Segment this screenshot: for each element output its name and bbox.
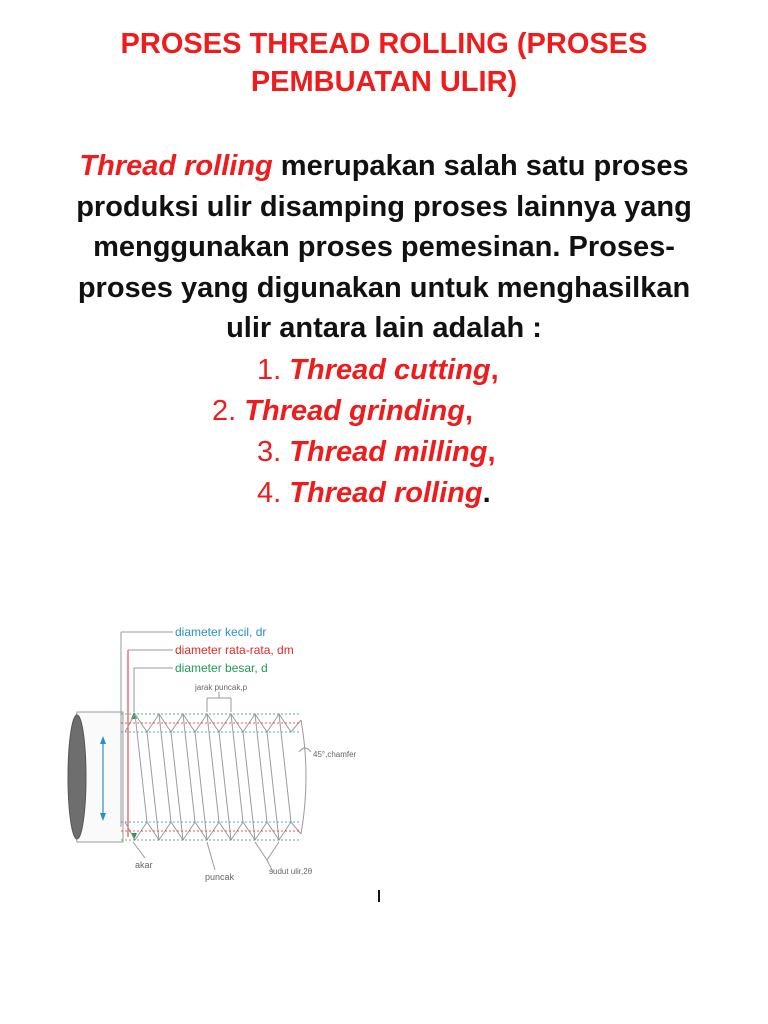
label-mean-diameter: diameter rata-rata, dm [175, 643, 294, 657]
list-item [212, 391, 473, 431]
list-item-punct: , [490, 354, 499, 386]
list-item [257, 473, 491, 513]
paragraph-line-1 [40, 146, 728, 187]
list-item-number: 2. [212, 395, 237, 427]
label-chamfer: 45°,chamfer [313, 750, 357, 759]
list-item-number: 4. [257, 477, 282, 509]
label-thread-angle: sudut ulir,2θ [269, 867, 313, 876]
paragraph-line-3: menggunakan proses pemesinan. Proses- [93, 231, 675, 263]
list-item-text: Thread milling [289, 436, 488, 468]
list-item-text: Thread cutting [289, 354, 491, 386]
shaft-end [68, 715, 86, 839]
title-line-1: PROSES THREAD ROLLING (PROSES [120, 28, 648, 60]
list-item [257, 432, 496, 472]
list-item-punct: , [487, 436, 496, 468]
intro-paragraph [40, 146, 728, 349]
thread-diagram [55, 612, 385, 912]
list-item-text: Thread grinding [244, 395, 465, 427]
list-item-text: Thread rolling [289, 477, 483, 509]
list-item-punct: . [482, 477, 491, 509]
label-major-diameter: diameter besar, d [175, 661, 268, 675]
page-title [60, 25, 708, 101]
chamfer-end [301, 720, 306, 834]
label-minor-diameter: diameter kecil, dr [175, 625, 267, 639]
paragraph-line-5: ulir antara lain adalah : [226, 312, 542, 344]
paragraph-term: Thread rolling [79, 150, 273, 182]
label-crest: puncak [205, 872, 235, 882]
list-item-punct: , [464, 395, 474, 427]
paragraph-line-1-text: merupakan salah satu proses [272, 150, 689, 182]
label-root: akar [135, 860, 153, 870]
label-pitch: jarak puncak,p [195, 683, 248, 692]
paragraph-line-2: produksi ulir disamping proses lainnya yang [76, 190, 692, 223]
title-line-2: PEMBUATAN ULIR) [250, 66, 518, 98]
text-cursor-mark [378, 890, 380, 902]
paragraph-line-4: proses yang digunakan untuk menghasilkan [77, 271, 691, 304]
thread-helix-lines [135, 714, 291, 840]
list-item-number: 3. [257, 436, 282, 468]
list-item-number: 1. [257, 354, 282, 386]
list-item [257, 350, 499, 390]
